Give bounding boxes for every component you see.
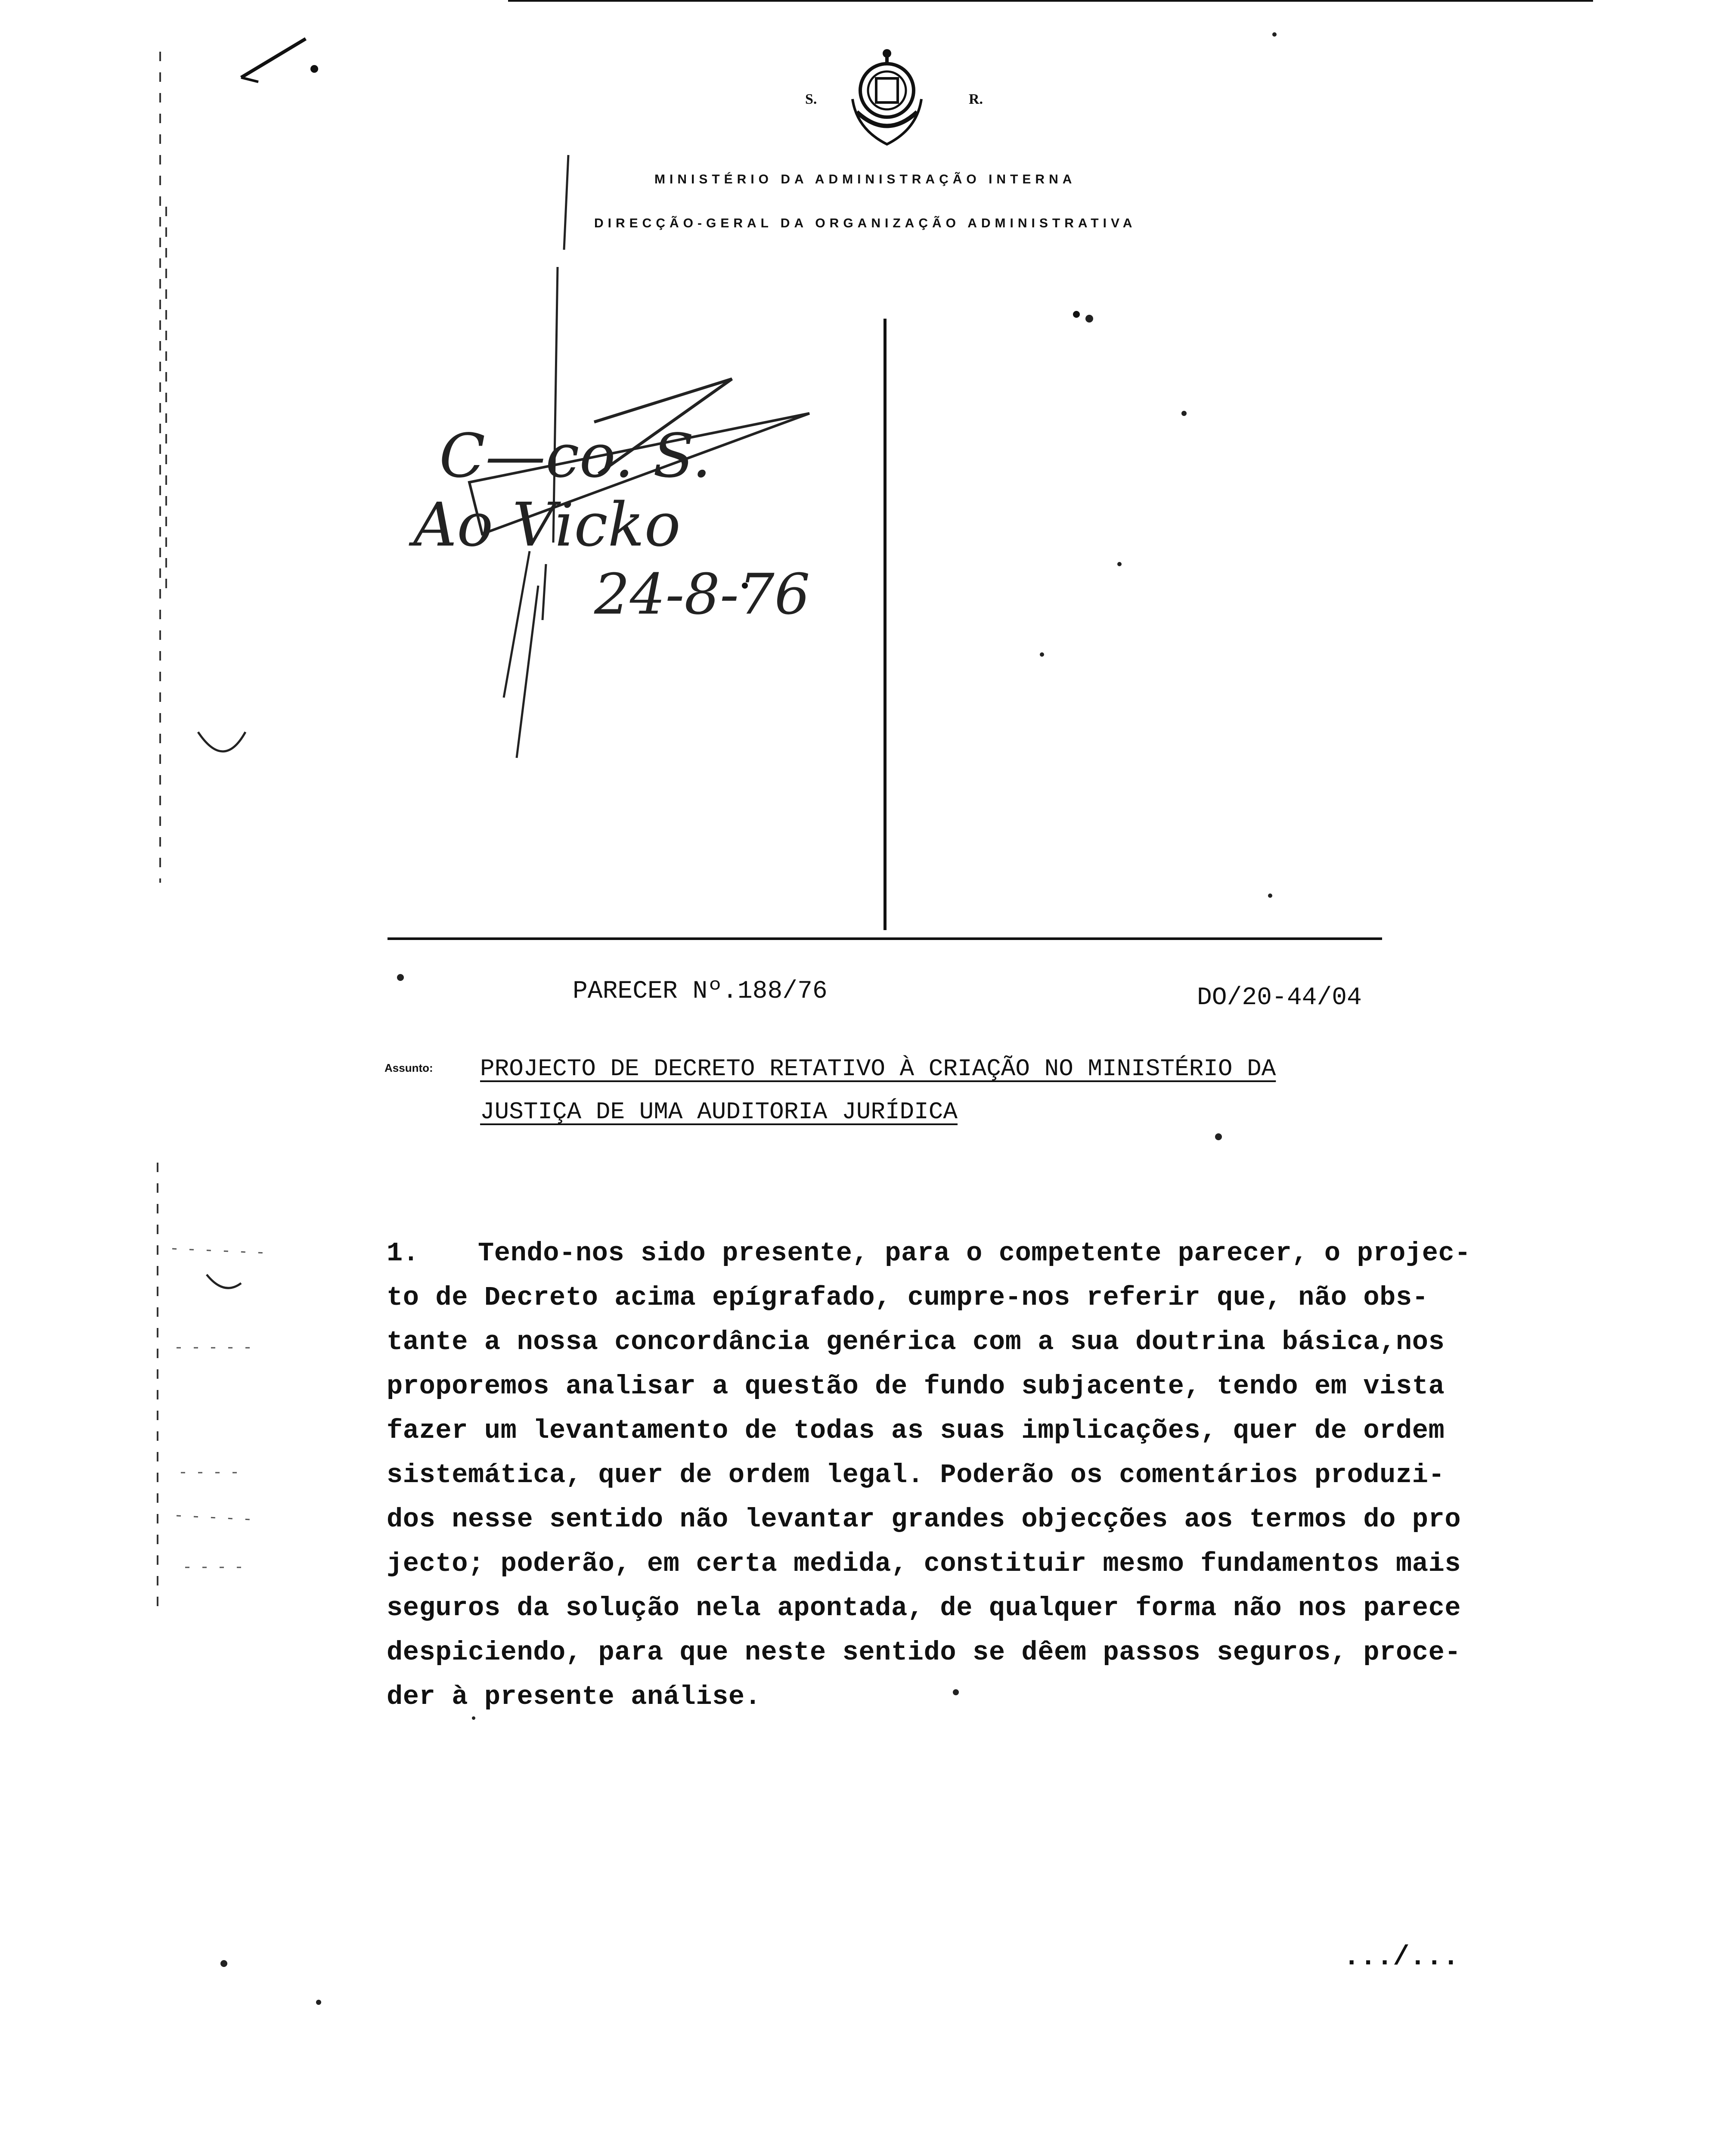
coat-of-arms-icon bbox=[840, 47, 934, 155]
paragraph-line: sistemática, quer de ordem legal. Poderão os comentários produzi- bbox=[387, 1460, 1445, 1490]
paragraph-line: dos nesse sentido não levantar grandes objecções aos termos do pro bbox=[387, 1504, 1461, 1535]
top-scan-line bbox=[508, 0, 1593, 2]
paragraph-line: jecto; poderão, em certa medida, constituir mesmo fundamentos mais bbox=[387, 1548, 1461, 1579]
subject-line-2: JUSTIÇA DE UMA AUDITORIA JURÍDICA bbox=[480, 1098, 958, 1126]
paragraph-line: seguros da solução nela apontada, de qualquer forma não nos parece bbox=[387, 1593, 1461, 1623]
ministry-name: MINISTÉRIO DA ADMINISTRAÇÃO INTERNA bbox=[654, 172, 1076, 186]
annotation-line: C—co. S. bbox=[439, 421, 711, 491]
parecer-number: PARECER Nº.188/76 bbox=[573, 977, 828, 1005]
paragraph-line: despiciendo, para que neste sentido se dêem passos seguros, proce- bbox=[387, 1637, 1461, 1668]
header-left-letter: S. bbox=[805, 91, 817, 107]
paragraph-line: to de Decreto acima epígrafado, cumpre-nos referir que, não obs- bbox=[387, 1282, 1429, 1313]
paragraph-line: der à presente análise. bbox=[387, 1681, 761, 1712]
paragraph-number: 1. bbox=[387, 1238, 419, 1269]
paragraph-line: proporemos analisar a questão de fundo subjacente, tendo em vista bbox=[387, 1371, 1445, 1402]
left-margin-artifacts bbox=[0, 0, 301, 2153]
horizontal-rule bbox=[388, 937, 1382, 940]
corner-tick-mark bbox=[232, 26, 362, 112]
continuation-marker: .../... bbox=[1343, 1942, 1459, 1973]
directorate-name: DIRECÇÃO-GERAL DA ORGANIZAÇÃO ADMINISTRATIVA bbox=[594, 216, 1137, 230]
assunto-label: Assunto: bbox=[384, 1061, 433, 1074]
paragraph-line: Tendo-nos sido presente, para o competente parecer, o projec- bbox=[478, 1238, 1471, 1269]
document-reference: DO/20-44/04 bbox=[1197, 984, 1362, 1012]
annotation-line: 24-8-76 bbox=[594, 562, 810, 627]
annotation-lines bbox=[413, 422, 810, 629]
paragraph-line: fazer um levantamento de todas as suas implicações, quer de ordem bbox=[387, 1415, 1445, 1446]
header-right-letter: R. bbox=[969, 91, 983, 107]
annotation-line: Ao Vicko bbox=[413, 490, 681, 560]
paragraph-line: tante a nossa concordância genérica com a sua doutrina básica,nos bbox=[387, 1327, 1445, 1357]
subject-line-1: PROJECTO DE DECRETO RETATIVO À CRIAÇÃO NO MINISTÉRIO DA bbox=[480, 1055, 1276, 1083]
